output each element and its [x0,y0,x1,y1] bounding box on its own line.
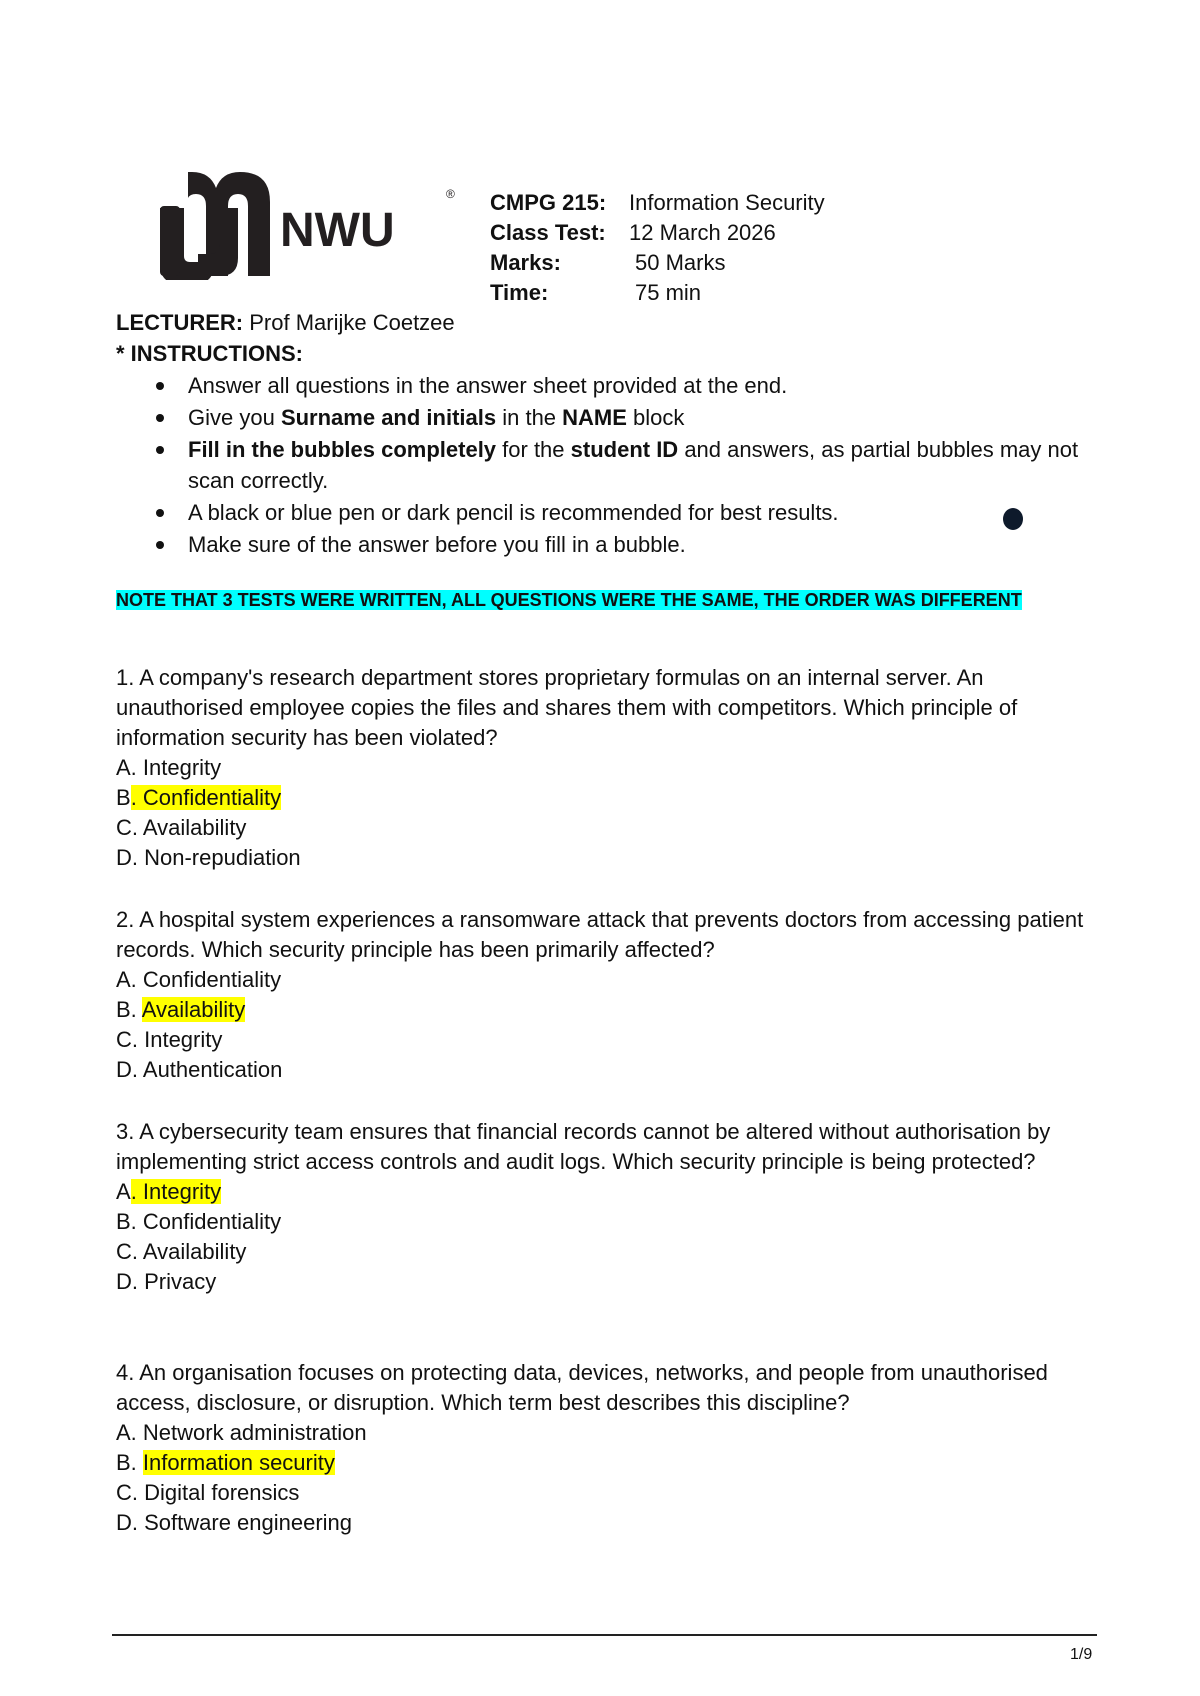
instruction-item [116,497,1096,528]
logo-wordmark: NWU [280,204,395,257]
option-letter: B [116,785,131,810]
question-text: 4. An organisation focuses on protecting data, devices, networks, and people from unauthorised access, disclosure, or disruption. Which term best describes this discipline? [116,1360,1048,1415]
course-row [490,188,825,218]
correct-answer-highlight: . Integrity [130,1179,222,1204]
question-2 [116,905,1106,1085]
instruction-text: for the [496,437,571,462]
instruction-item [116,402,1096,433]
correct-answer-highlight: . Confidentiality [130,785,282,810]
course-label: CMPG 215: [490,190,607,215]
note-banner [116,588,1096,613]
option-a: A. Integrity [116,755,222,780]
filled-bubble-icon [1003,508,1023,530]
option-a: A. Network administration [116,1420,367,1445]
instruction-text: Make sure of the answer before you fill in a bubble. [188,532,686,557]
question-1 [116,663,1106,873]
correct-answer-highlight: Information security [142,1450,335,1475]
instruction-item [116,434,1096,496]
option-b [116,995,1106,1025]
correct-answer-highlight: Availability [141,997,246,1022]
instruction-text: Answer all questions in the answer sheet provided at the end. [188,373,788,398]
test-label: Class Test: [490,220,606,245]
note-text: NOTE THAT 3 TESTS WERE WRITTEN, ALL QUESTIONS WERE THE SAME, THE ORDER WAS DIFFERENT [116,590,1022,610]
question-text: 3. A cybersecurity team ensures that financial records cannot be altered without authorisation by implementing strict access controls and audit logs. Which security principle is being protected? [116,1119,1051,1174]
instruction-bold: Surname and initials [280,405,497,430]
option-c: C. Availability [116,1239,247,1264]
marks-row [490,248,825,278]
option-d: D. Authentication [116,1057,283,1082]
lecturer-line [116,308,455,338]
instructions-list [116,370,1096,560]
lecturer-label: LECTURER: [116,310,244,335]
nwu-logo [158,168,458,280]
instruction-text: in the [496,405,563,430]
test-row [490,218,825,248]
option-c: C. Integrity [116,1027,223,1052]
option-a [116,1177,1106,1207]
instruction-text: Give you [188,405,281,430]
instruction-text: and answers, as partial bubbles may not scan correctly. [188,437,1079,493]
option-letter: B. [116,1450,143,1475]
page-number: 1/9 [1070,1646,1093,1663]
registered-mark: ® [446,187,455,201]
lecturer-name: Prof Marijke Coetzee [249,310,455,335]
instructions-title: * INSTRUCTIONS: [116,341,303,366]
question-text: 2. A hospital system experiences a ransomware attack that prevents doctors from accessing patient records. Which security principle has been primarily affected? [116,907,1084,962]
option-letter: B. [116,997,142,1022]
option-c: C. Availability [116,815,247,840]
question-3 [116,1117,1106,1297]
instruction-bold: NAME [562,405,627,430]
instruction-bold: student ID [570,437,679,462]
instruction-bold: Fill in the bubbles completely [188,437,497,462]
instruction-text: A black or blue pen or dark pencil is recommended for best results. [188,500,839,525]
course-value: Information Security [629,190,825,215]
option-c: C. Digital forensics [116,1480,300,1505]
option-b: B. Confidentiality [116,1209,282,1234]
test-info [490,188,825,308]
instruction-text: block [626,405,685,430]
option-d: D. Privacy [116,1269,217,1294]
option-letter: A [116,1179,131,1204]
question-4 [116,1358,1106,1538]
time-value: 75 min [635,280,702,305]
marks-label: Marks: [490,250,561,275]
marks-value: 50 Marks [635,250,726,275]
option-a: A. Confidentiality [116,967,282,992]
instruction-item [116,370,1096,401]
footer-divider [112,1634,1097,1636]
time-label: Time: [490,280,549,305]
option-b [116,783,1106,813]
test-value: 12 March 2026 [629,220,776,245]
time-row [490,278,825,308]
instruction-item [116,529,1096,560]
option-b [116,1448,1106,1478]
question-text: 1. A company's research department stores proprietary formulas on an internal server. An unauthorised employee copies the files and shares them with competitors. Which principle of information security has been violated? [116,665,1018,750]
option-d: D. Software engineering [116,1510,353,1535]
option-d: D. Non-repudiation [116,845,301,870]
